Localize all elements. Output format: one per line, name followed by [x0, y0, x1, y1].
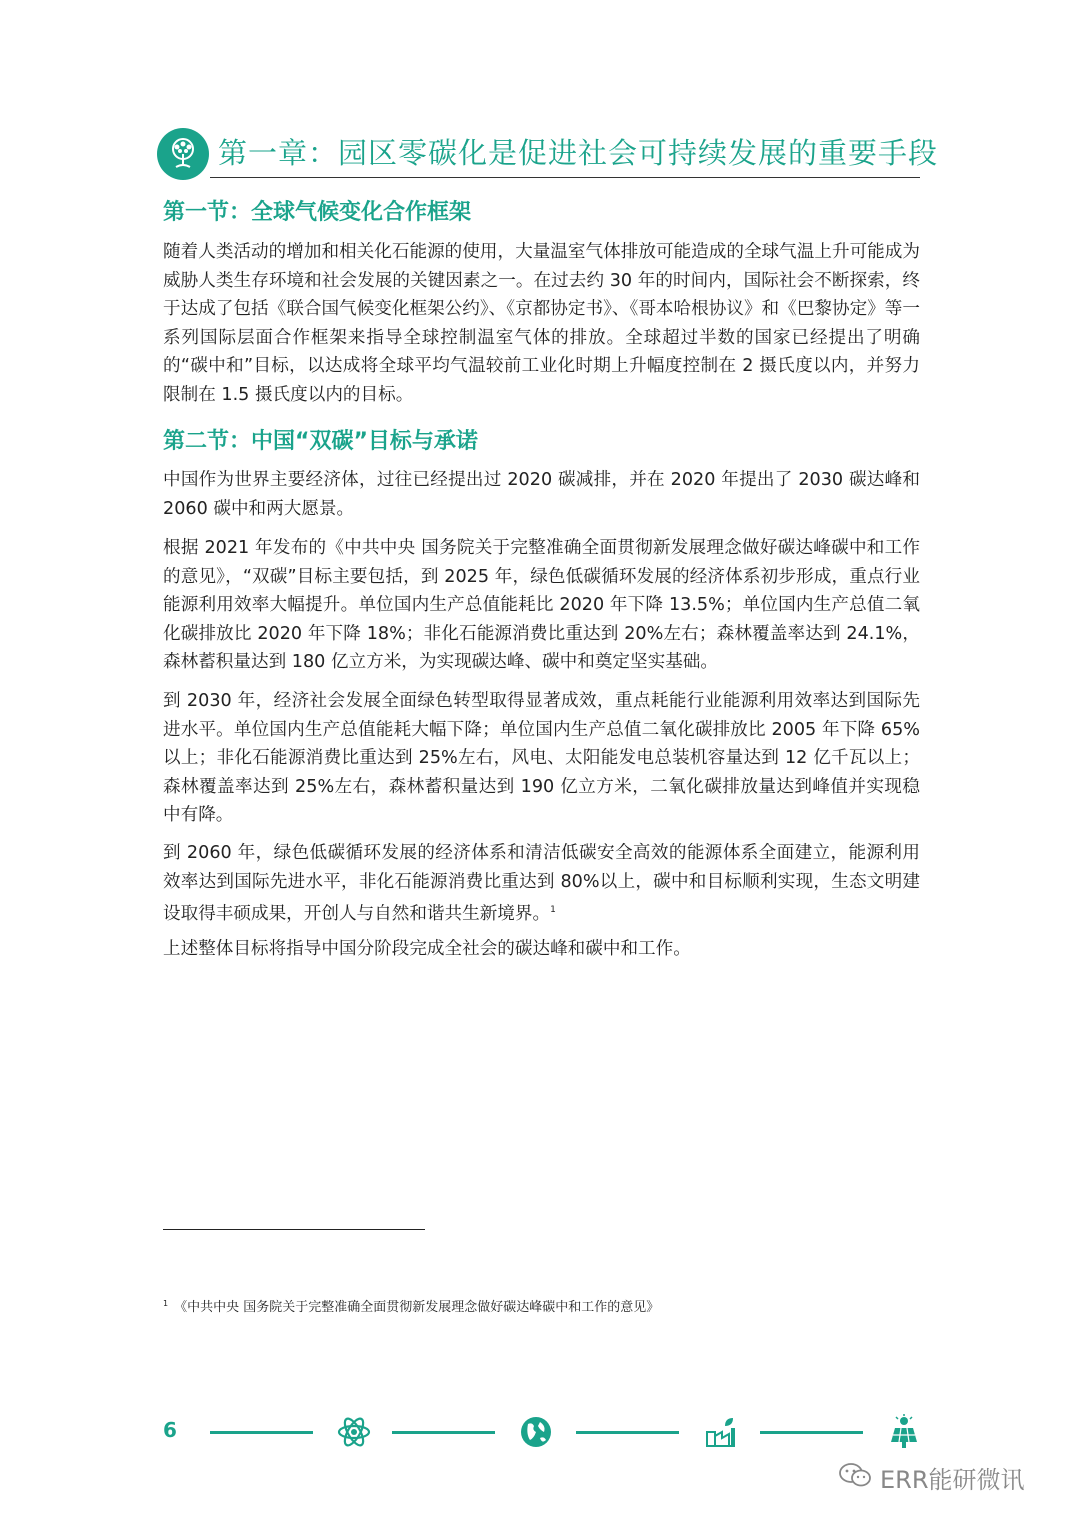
watermark	[838, 1460, 1025, 1495]
footnote-marker: 1	[163, 1298, 169, 1308]
footnote	[163, 1296, 659, 1315]
footnote-text: 《中共中央 国务院关于完整准确全面贯彻新发展理念做好碳达峰碳中和工作的意见》	[174, 1300, 660, 1315]
watermark-text: ERR能研微讯	[880, 1466, 1025, 1494]
paragraph-with-footnote	[163, 839, 920, 928]
chapter-divider	[210, 177, 920, 178]
chapter-title: 第一章：园区零碳化是促进社会可持续发展的重要手段	[218, 136, 939, 170]
footer-line	[576, 1431, 679, 1434]
footer-line	[760, 1431, 863, 1434]
footnote-divider	[163, 1229, 425, 1230]
globe-icon	[518, 1414, 554, 1450]
paragraph: 随着人类活动的增加和相关化石能源的使用，大量温室气体排放可能造成的全球气温上升可能成为威胁人类生存环境和社会发展的关键因素之一。在过去约 30 年的时间内，国际社会不断探索，终于达成了包括《联合国气候变化框架公约》、《京都协定书》、《哥本哈根协议》和《巴黎协定》等一系列国际层面合作框架来指导全球控制温室气体的排放。全球超过半数的国家已经提出了明确的“碳中和”目标，以达成将全球平均气温较前工业化时期上升幅度控制在 2 摄氏度以内，并努力限制在 1.5 摄氏度以内的目标。	[163, 242, 920, 405]
paragraph: 根据 2021 年发布的《中共中央 国务院关于完整准确全面贯彻新发展理念做好碳达峰碳中和工作的意见》，“双碳”目标主要包括，到 2025 年，绿色低碳循环发展的经济体系初步形成，重点行业能源利用效率大幅提升。单位国内生产总值能耗比 2020 年下降 13.5%；单位国内生产总值二氧化碳排放比 2020 年下降 18%；非化石能源消费比重达到 20%左右；森林覆盖率达到 24.1%，森林蓄积量达到 180 亿立方米，为实现碳达峰、碳中和奠定坚实基础。	[163, 538, 920, 672]
page-number: 6	[163, 1418, 177, 1442]
paragraph-text: 到 2060 年，绿色低碳循环发展的经济体系和清洁低碳安全高效的能源体系全面建立，能源利用效率达到国际先进水平，非化石能源消费比重达到 80%以上，碳中和目标顺利实现，生态文明建设取得丰硕成果，开创人与自然和谐共生新境界。	[163, 843, 920, 924]
footnote-reference: 1	[550, 905, 556, 915]
footer-line	[210, 1431, 313, 1434]
section-title: 第二节：中国“双碳”目标与承诺	[163, 429, 478, 454]
atom-icon	[336, 1414, 372, 1450]
paragraph: 到 2030 年，经济社会发展全面绿色转型取得显著成效，重点耗能行业能源利用效率达到国际先进水平。单位国内生产总值能耗大幅下降；单位国内生产总值二氧化碳排放比 2005 年下降 65%以上；非化石能源消费比重达到 25%左右，风电、太阳能发电总装机容量达到 12 亿千瓦以上；森林覆盖率达到 25%左右，森林蓄积量达到 190 亿立方米，二氧化碳排放量达到峰值并实现稳中有降。	[163, 691, 920, 825]
footer-line	[392, 1431, 495, 1434]
paragraph: 中国作为世界主要经济体，过往已经提出过 2020 碳减排，并在 2020 年提出了 2030 碳达峰和 2060 碳中和两大愿景。	[163, 470, 920, 519]
wechat-icon	[838, 1461, 872, 1495]
tree-icon	[157, 128, 209, 180]
paragraph: 上述整体目标将指导中国分阶段完成全社会的碳达峰和碳中和工作。	[163, 939, 691, 959]
solar-panel-icon	[886, 1414, 922, 1450]
factory-leaf-icon	[703, 1414, 739, 1450]
section-title: 第一节：全球气候变化合作框架	[163, 200, 472, 225]
